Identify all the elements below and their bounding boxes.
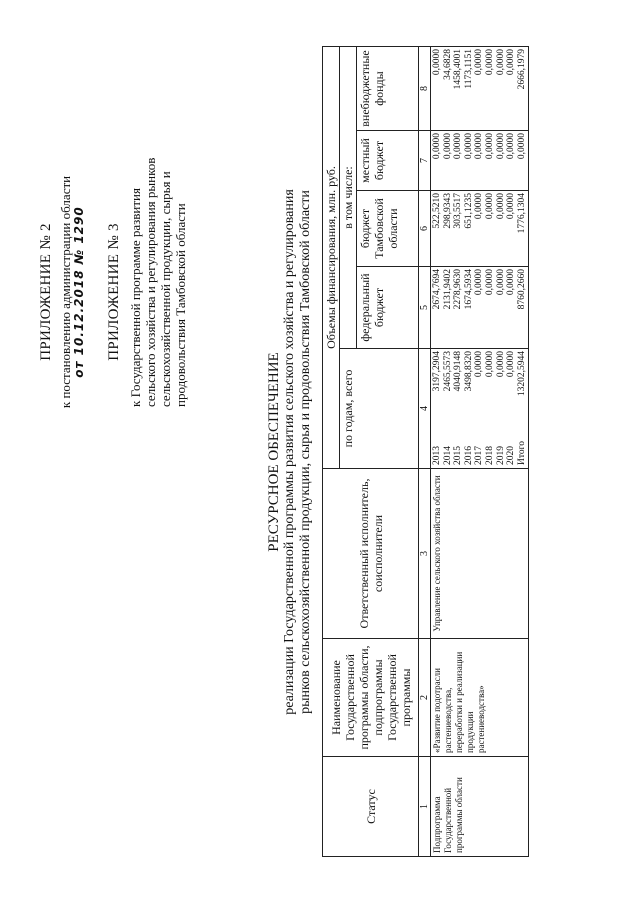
total-cell: 3498,8320 bbox=[463, 351, 474, 392]
resource-table bbox=[322, 46, 529, 857]
year-cell: 2015 bbox=[453, 446, 464, 465]
federal-cell: 0,0000 bbox=[474, 269, 485, 296]
header-status: Статус bbox=[323, 757, 419, 857]
regional-column bbox=[431, 191, 529, 267]
year-cell: Итого bbox=[516, 440, 527, 465]
column-number: 2 bbox=[419, 639, 431, 757]
column-number: 7 bbox=[419, 131, 431, 191]
regional-cell: 0,0000 bbox=[484, 193, 495, 220]
header-name: Наименование Государственной программы области, подпрограммы Государственной программы bbox=[323, 639, 419, 757]
appendix3-line: сельскохозяйственной продукции, сырья и bbox=[158, 171, 173, 407]
total-cell: 13202,5944 bbox=[516, 351, 527, 397]
column-numbers-row bbox=[419, 46, 431, 856]
year-cell: 2016 bbox=[463, 446, 474, 465]
local-cell: 0,0000 bbox=[432, 133, 442, 160]
regional-cell: 1776,1304 bbox=[516, 193, 527, 234]
federal-cell: 0,0000 bbox=[506, 269, 517, 296]
offbudget-cell: 2666,1979 bbox=[516, 48, 527, 90]
total-cell: 0,0000 bbox=[474, 351, 485, 378]
header-federal: федеральный бюджет bbox=[357, 267, 419, 349]
column-number: 4 bbox=[419, 349, 431, 469]
local-column bbox=[431, 131, 529, 191]
local-cell: 0,0000 bbox=[516, 133, 527, 160]
federal-cell: 2674,7694 bbox=[432, 269, 442, 310]
appendix3-title: ПРИЛОЖЕНИЕ № 3 bbox=[106, 223, 122, 361]
local-cell: 0,0000 bbox=[442, 133, 453, 160]
federal-cell: 0,0000 bbox=[484, 269, 495, 296]
offbudget-cell: 1173,1151 bbox=[463, 48, 474, 89]
regional-cell: 0,0000 bbox=[506, 193, 517, 220]
offbudget-cell: 0,0000 bbox=[432, 48, 442, 76]
offbudget-cell: 1458,4001 bbox=[453, 48, 464, 90]
column-number: 5 bbox=[419, 267, 431, 349]
offbudget-column bbox=[431, 46, 529, 130]
regional-cell: 0,0000 bbox=[474, 193, 485, 220]
total-cell: 4040,9148 bbox=[453, 351, 464, 392]
row-name: «Развитие подотрасли растениеводства, переработки и реализации продукции растениеводства» bbox=[431, 639, 529, 757]
total-cell: 3197,2904 bbox=[432, 351, 442, 392]
table-row bbox=[431, 46, 529, 856]
row-status: Подпрограмма Государственной программы области bbox=[431, 757, 529, 857]
year-cell: 2020 bbox=[506, 446, 517, 465]
row-responsible: Управление сельского хозяйства области bbox=[431, 469, 529, 639]
local-cell: 0,0000 bbox=[453, 133, 464, 160]
total-cell: 0,0000 bbox=[495, 351, 506, 378]
title-line: реализации Государственной программы развития сельского хозяйства и регулирования bbox=[282, 189, 297, 715]
offbudget-cell: 0,0000 bbox=[506, 48, 517, 76]
year-cell: 2017 bbox=[474, 446, 485, 465]
column-number: 6 bbox=[419, 191, 431, 267]
appendix3-line: к Государственной программе развития bbox=[128, 188, 143, 407]
total-cell: 0,0000 bbox=[484, 351, 495, 378]
regional-cell: 303,5517 bbox=[453, 193, 464, 229]
regional-cell: 522,5210 bbox=[432, 193, 442, 229]
column-number: 8 bbox=[419, 46, 431, 130]
total-column bbox=[431, 349, 529, 437]
offbudget-cell: 0,0000 bbox=[484, 48, 495, 76]
year-cell: 2013 bbox=[432, 446, 442, 465]
federal-cell: 8760,2660 bbox=[516, 269, 527, 310]
local-cell: 0,0000 bbox=[506, 133, 517, 160]
title-line: рынков сельскохозяйственной продукции, сырья и продовольствия Тамбовской области bbox=[298, 190, 313, 714]
offbudget-cell: 0,0000 bbox=[495, 48, 506, 76]
title-main: РЕСУРСНОЕ ОБЕСПЕЧЕНИЕ bbox=[266, 352, 282, 552]
header-volumes: Объемы финансирования, млн. руб. bbox=[323, 46, 340, 468]
rotated-document-page bbox=[20, 22, 620, 882]
local-cell: 0,0000 bbox=[495, 133, 506, 160]
regional-cell: 298,9343 bbox=[442, 193, 453, 229]
appendix3-line: сельского хозяйства и регулирования рынков bbox=[143, 157, 158, 407]
year-cell: 2019 bbox=[495, 446, 506, 465]
total-cell: 2465,5573 bbox=[442, 351, 453, 392]
regional-cell: 651,1235 bbox=[463, 193, 474, 229]
federal-cell: 2278,9630 bbox=[453, 269, 464, 310]
header-offbudget: внебюджетные фонды bbox=[357, 46, 419, 130]
header-by-year: по годам, всего bbox=[340, 349, 419, 469]
year-cell: 2014 bbox=[442, 446, 453, 465]
local-cell: 0,0000 bbox=[484, 133, 495, 160]
column-number: 3 bbox=[419, 469, 431, 639]
local-cell: 0,0000 bbox=[463, 133, 474, 160]
header-including: в том числе: bbox=[340, 46, 357, 348]
regional-cell: 0,0000 bbox=[495, 193, 506, 220]
local-cell: 0,0000 bbox=[474, 133, 485, 160]
header-regional: бюджет Тамбовской области bbox=[357, 191, 419, 267]
header-row bbox=[323, 46, 340, 856]
years-column bbox=[431, 437, 529, 469]
header-responsible: Ответственный исполнитель, соисполнители bbox=[323, 469, 419, 639]
column-number: 1 bbox=[419, 757, 431, 857]
offbudget-cell: 0,0000 bbox=[474, 48, 485, 76]
header-local: местный бюджет bbox=[357, 131, 419, 191]
document-title bbox=[266, 42, 314, 862]
total-cell: 0,0000 bbox=[506, 351, 517, 378]
year-cell: 2018 bbox=[484, 446, 495, 465]
federal-column bbox=[431, 267, 529, 349]
handwritten-date-number: от 10.12.2018 № 1290 bbox=[72, 206, 86, 378]
offbudget-cell: 34,6828 bbox=[442, 48, 453, 80]
federal-cell: 0,0000 bbox=[495, 269, 506, 296]
federal-cell: 2131,9402 bbox=[442, 269, 453, 310]
federal-cell: 1674,5934 bbox=[463, 269, 474, 310]
appendix2-title: ПРИЛОЖЕНИЕ № 2 bbox=[38, 223, 54, 361]
appendix3-line: продовольствия Тамбовской области bbox=[173, 203, 188, 407]
appendix3-block bbox=[128, 47, 188, 407]
appendix2-line: к постановлению администрации области bbox=[58, 175, 73, 409]
